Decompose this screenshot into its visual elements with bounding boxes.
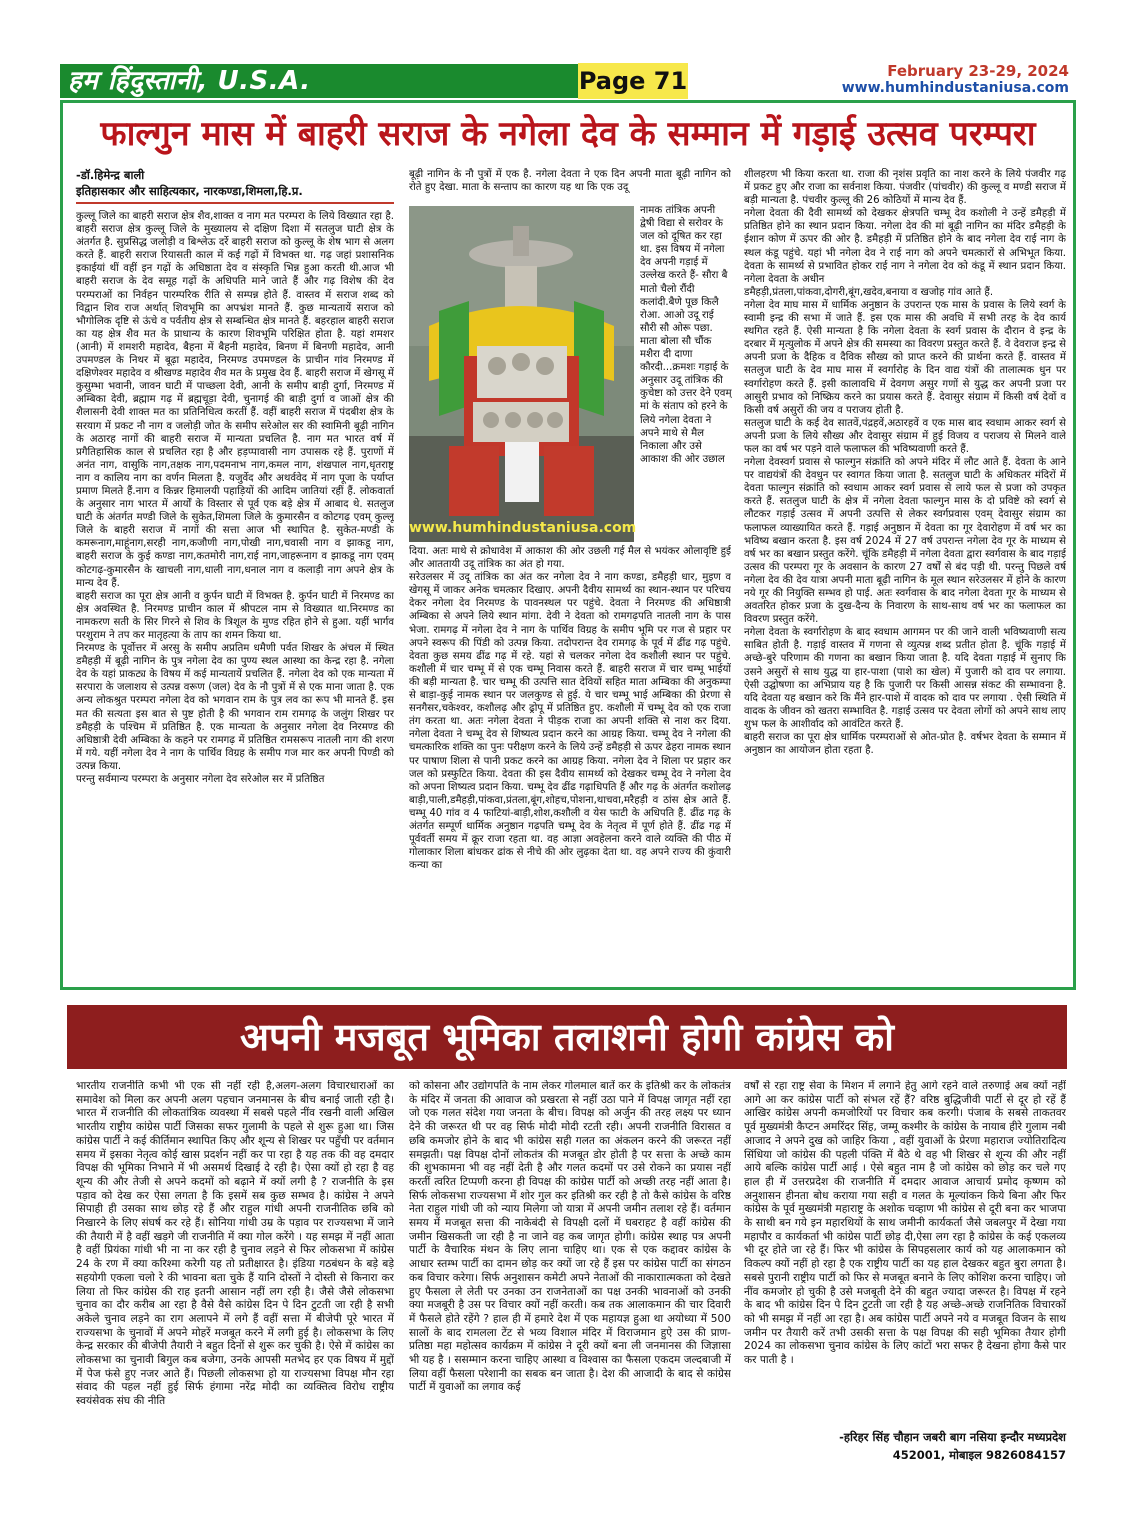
article-column-1: कुल्लू जिले का बाहरी सराज क्षेत्र शैव,शाक्त व नाग मत परम्परा के लिये विख्यात रहा है. बाहरी सराज क्षेत्र कुल्लू जिले के मुख्यालय से दक्षिण दिशा में सतलुज घाटी क्षेत्र के अंतर्गत है. सुप्रसिद्ध जलोड़ी व बिश्लेऊ दर्रे बाहरी सराज को कुल्लू के शेष भाग से अलग करते हैं. बाहरी सराज रियासती काल में कई गढ़ों में विभक्त था. गढ़ जहां प्रशासनिक इकाईयां थीं वहीं इन गढ़ों के अधिष्ठाता देव व संस्कृति भिन्न हुआ करती थी.आज भी बाहरी सराज के देव समूह गढ़ों के अधिपति माने जाते हैं और गढ़ विशेष की देव परम्पराओं का निर्वहन पारम्परिक रीति से सम्पन्न होते हैं. वास्तव में सराज शब्द को विद्वान शिव राज अर्थात् शिवभूमि का अपभ्रंश मानते हैं. कुछ मान्यतायें सराज को भौगोलिक दृष्टि से ऊंचे व पर्वतीय क्षेत्र से सम्बन्धित क्षेत्र मानते हैं. बहरहाल बाहरी सराज का यह क्षेत्र शैव मत के प्राधान्य के कारण शिवभूमि परिक्षित होता है. यहां शमशर (आनी) में शमशरी महादेव, बैहना में बैहनी महादेव, बिनण में बिनणी महादेव, आनी उपमण्डल के निथर में बूढ़ा महादेव, निरमण्ड उपमण्डल के प्राचीन गांव निरमण्ड में दक्षिणेश्वर महादेव व श्रीखण्ड महादेव शैव मत के प्रमुख देव हैं. बाहरी सराज में खेगसू में कुसुम्भा भवानी, जावन घाटी में पाच्छला देवी, आनी के समीप बाड़ी दुर्गा, निरमण्ड में अम्बिका देवी, ब्रह्माम गढ़ में ब्रह्मचूड़ा देवी, चुनागई की बाड़ी दुर्गा व जाओं क्षेत्र की शैलासनी देवी शाक्त मत का प्रतिनिधित्व करतीं हैं. वहीं बाहरी सराज में पंदबीश क्षेत्र के सरयाग में प्रकट नौ नाग व जलोड़ी जोत के समीप सरेओल सर की स्वामिनी बूढ़ी नागिन के अठारह नागों की बाहरी सराज में मान्यता प्रचलित है. नाग मत भारत वर्ष में प्रगैतिहासिक काल से प्रचलित रहा है और हड़प्पावासी नाग उपासक रहे हैं. पुराणों में अनंत नाग, वासुकि नाग,तक्षक नाग,पदमनाभ नाग,कमल नाग, शंखपाल नाग,धृतराष्ट्र नाग व कालिय नाग का वर्णन मिलता है. यजुर्वेद और अथर्ववेद में नाग पूजा के पर्याप्त प्रमाण मिलते हैं.नाग व किन्नर हिमालयी पहाड़ियों की आदिम जातियां रहीं हैं. लोकवार्ता के अनुसार नाग भारत में आर्यों के विस्तार से पूर्व एक बड़े क्षेत्र में आबाद थे. सतलुज घाटी के अंतर्गत मण्डी जिले के सुकेत,शिमला जिले के कुमारसैन व कोटगढ़ एवम् कुल्लू जिले के बाहरी सराज में नागों की सत्ता आज भी स्थापित है. सुकेत-मण्डी के कमरूनाग,माहूंनाग,सरही नाग,कजौणी नाग,पोखी नाग,चवासी नाग व झाकडू नाग, बाहरी सराज के कुई कण्डा नाग,कतमोरी नाग,राई नाग,जाहरूनाग व झाकडू नाग एवम् कोटगढ़-कुमारसैन के खाचली नाग,धाली नाग,धनाल नाग व कलाड़ी नाग अपने क्षेत्र के मान्य देव हैं. बाहरी सराज का पूरा क्षेत्र आनी व कुर्पन घाटी में विभक्त है. कुर्पन घाटी में निरमण्ड का क्षेत्र अवस्थित है. निरमण्ड प्राचीन काल में श्रीपटल नाम से विख्यात था.निरमण्ड का नामकरण सती के सिर गिरने से शिव के त्रिशूल के मुण्ड रहित होने से हुआ. यहीं भार्गव परशुराम ने तप कर मातृहत्या के ताप का शमन किया था. निरमण्ड के पूर्वोत्तर में अरसु के समीप अप्रतिम धमैणी पर्वत शिखर के अंचल में स्थित डमैहड़ी में बूढ़ी नागिन के पुत्र नगेला देव का पुण्य स्थल आस्था का केन्द्र रहा है. नगेला देव के यहां प्राकट्य के विषय में कई मान्यतायें प्रचलित हैं. नगेला देव को एक मान्यता में सरपारा के जलाशय से उत्पन्न वरूण (जल) देव के नौ पुत्रों में से एक माना जाता है. एक अन्य लोकश्रुत परम्परा नगेला देव को भगवान राम के पुत्र लव का रूप भी मानते हैं. इस मत की सत्यता इस बात से पुष्ट होती है की भगवान राम रामगढ़ के जलुंग शिखर पर डमैहड़ी के पश्चिम में प्रतिष्ठित है. एक मान्यता के अनुसार नगेला देव निरमण्ड की अधिष्ठात्री देवी अम्बिका के कहने पर रामगढ़ में प्रतिष्ठित रामसरूप नातली नाग की शरण में गये. यहीं नगेला देव ने नाग के पार्थिव विग्रह के समीप गज मार कर अपनी पिण्डी को उत्पन्न किया. परन्तु सर्वमान्य परम्परा के अनुसार नगेला देव सरेओल सर में प्रतिष्ठित (76, 211, 394, 786)
author-contact: 452001, मोबाइल 9826084157 (892, 1448, 1066, 1462)
page-number: Page 71 (578, 63, 688, 99)
photo-caption: www.humhindustaniusa.com (409, 520, 637, 536)
author-description: इतिहासकार और साहित्यकार, नारकण्डा,शिमला,हि.प्र. (76, 184, 303, 198)
article-column-3: शीलहरण भी किया करता था. राजा की नृशंस प्रवृति का नाश करने के लिये पंजवीर गढ़ में प्रकट हुए और राजा का सर्वनाश किया. पंजवीर (पांचवीर) की कुल्लू व मण्डी सराज में बड़ी मान्यता है. पंचवीर कुल्लू की 26 कोठियों में मान्य देव हैं. नगेला देवता की दैवी सामर्थ्य को देखकर क्षेत्रपति चम्भू देव कशोली ने उन्हें डमैहड़ी में प्रतिष्ठित होने का स्थान प्रदान किया. नगेला देव की मां बूढ़ी नागिन का मंदिर डमैहड़ी के ईशान कोण में ऊपर की ओर है. डमैहड़ी में प्रतिष्ठित होने के बाद नगेला देव राई नाग के स्थल कंडू पहुंचे. यहां भी नगेला देव ने राई नाग को अपने चमत्कारों से अभिभूत किया. देवता के सामर्थ्य से प्रभावित होकर राई नाग ने नगेला देव को कंडू में स्थान प्रदान किया. नगेला देवता के अधीन डमैहड़ी,प्रंतला,पांकवा,दोगरी,बूंग,खदेव,बनाया व खजोह गांव आते हैं. नगेला देव माघ मास में धार्मिक अनुष्ठान के उपरान्त एक मास के प्रवास के लिये स्वर्ग के स्वामी इन्द्र की सभा में जाते हैं. इस एक मास की अवधि में सभी तरह के देव कार्य स्थगित रहते हैं. ऐसी मान्यता है कि नगेला देवता के स्वर्ग प्रवास के दौरान वे इन्द्र के दरबार में मृत्युलोक में अपने क्षेत्र की समस्या का विवरण प्रस्तुत करते हैं. वे देवराज इन्द्र से अपनी प्रजा के दैहिक व दैविक सौख्य को प्राप्त करने की प्रार्थना करते हैं. वास्तव में सतलुज घाटी के देव माघ मास में स्वर्गारोह के दिन वाद्य यंत्रों की तालात्मक धुन पर स्वर्गारोहण करते हैं. इसी कालावधि में देवगण असुर गणों से युद्ध कर अपनी प्रजा पर आसुरी प्रभाव को निष्क्रिय करने का प्रयास करते हैं. देवासुर संग्राम में किसी वर्ष देवों व किसी वर्ष असुरों की जय व पराजय होती है. सतलुज घाटी के कई देव सातवें,पंद्रहवें,अठारहवें व एक मास बाद स्वधाम आकर स्वर्ग से अपनी प्रजा के लिये सौख्य और देवासुर संग्राम में हुई विजय व पराजय से मिलने वाले फल का वर्ष भर पड़ने वाले फलाफल की भविष्यवाणी करते हैं. नगेला देवस्वर्ग प्रवास से फाल्गुन संक्रांति को अपने मंदिर में लौट आते हैं. देवता के आने पर वाद्ययंत्रों की देवधुन पर स्वागत किया जाता है. सतलुज घाटी के अधिकतर मंदिरों में देवता फाल्गुन संक्रांति को स्वधाम आकर स्वर्ग प्रवास से लाये फल से प्रजा को उपकृत करते हैं. सतलुज घाटी के क्षेत्र में नगेला देवता फाल्गुन मास के दो प्रविष्टे को स्वर्ग से लौटकर गड़ाई उत्सव में अपनी उत्पत्ति से लेकर स्वर्गप्रवास एवम् देवासुर संग्राम का फलाफल व्याख्यायित करते हैं. गड़ाई अनुष्ठान में देवता का गूर देवारोहण में वर्ष भर का भविष्य बखान करता है. इस वर्ष 2024 में 27 वर्ष उपरान्त नगेला देव गूर के माध्यम से वर्ष भर का बखान प्रस्तुत करेंगे. चूंकि डमैहड़ी में नगेला देवता द्वारा स्वर्गवास के बाद गड़ाई उत्सव की परम्परा गूर के अवसान के कारण 27 वर्षों से बंद पड़ी थी. परन्तु पिछले वर्ष नगेला देव की देव यात्रा अपनी माता बूढ़ी नागिन के मूल स्थान सरेउलसर में होने के कारण नये गूर की नियुक्ति सम्भव हो पाई. अतः स्वर्गवास के बाद नगेला देवता गूर के माध्यम से अवतरित होकर प्रजा के दुख-दैन्य के निवारण के साथ-साथ वर्ष भर का फलाफल का विवरण प्रस्तुत करेंगे. नगेला देवता के स्वर्गारोहण के बाद स्वधाम आगमन पर की जाने वाली भविष्यवाणी सत्य साबित होती है. गड़ाई वास्तव में गणना से व्युत्पन्न शब्द प्रतीत होता है. चूंकि गड़ाई में अच्छे-बुरे परिणाम की गणना का बखान किया जाता है. यदि देवता गड़ाई में सुनाए कि उसने असुरों से साथ युद्ध या हार-पाशा (पाशे का खेल) में पुजारी को दाव पर लगाया. ऐसी उद्घोषणा का अभिप्राय यह है कि पुजारी पर किसी आसन्न संकट की सम्भावना है. यदि देवता यह बखान करे कि मैंने हार-पाशे में वादक को दाव पर लगाया . ऐसी स्थिति में वादक के जीवन को खतरा सम्भावित है. गड़ाई उत्सव पर देवता लोगों को अपने साथ लाए शुभ फल के आशीर्वाद को आवंटित करते हैं. बाहरी सराज का पूरा क्षेत्र धार्मिक परम्पराओं से ओत-प्रोत है. वर्षभर देवता के सम्मान में अनुष्ठान का आयोजन होता रहता है. (744, 169, 1066, 757)
article-column-2-top: बूढ़ी नागिन के नौ पुत्रों में एक है. नगेला देवता ने एक दिन अपनी माता बूढ़ी नागिन को रोते हुए देखा. माता के सन्ताप का कारण यह था कि एक उदू (409, 169, 731, 194)
deity-photo (409, 206, 637, 542)
article-headline: अपनी मजबूत भूमिका तलाशनी होगी कांग्रेस को (240, 1015, 894, 1059)
author-signature: -हरिहर सिंह चौहान जबरी बाग नसिया इन्दौर मध्यप्रदेश (839, 1430, 1066, 1444)
article-column-2: को कोसना और उद्योगपति के नाम लेकर गोलमाल बातें कर के इतिश्री कर के लोकतंत्र के मंदिर में जनता की आवाज को प्रखरता से नहीं उठा पाने में विपक्ष जागृत नहीं रहा जो एक गलत संदेश गया जनता के बीच। विपक्ष को अर्जुन की तरह लक्ष्य पर ध्यान देने की जरूरत थी पर वह सिर्फ मोदी मोदी रटती रही। अपनी राजनीति विरासत व छबि कमजोर होने के बाद भी कांग्रेस सही गलत का अंकलन करने की जरूरत नहीं समझती। पक्ष विपक्ष दोनों लोकतंत्र की मजबूत डोर होती है पर सत्ता के अच्छे काम की शुभकामना भी वह नहीं देती है और गलत कदमों पर उसे रोकने का प्रयास नहीं करतीं त्वरित टिप्पणी करना ही विपक्ष की कांग्रेस पार्टी को अच्छी तरह नहीं आता है। सिर्फ लोकसभा राज्यसभा में शोर गुल कर इतिश्री कर रही है तो कैसे कांग्रेस के वरिष्ठ नेता राहुल गांधी जी को न्याय मिलेगा जो यात्रा में अपनी जमीन तलाश रहे हैं। वर्तमान समय में मजबूत सत्ता की नाकेबंदी से विपक्षी दलों में घबराहट है वहीं कांग्रेस की जमीन खिसकती जा रही है ना जाने वह कब जागृत होगी। कांग्रेस स्थाह पत्र अपनी पार्टी के वैचारिक मंथन के लिए लाना चाहिए था। एक से एक कद्दावर कांग्रेस के आधार स्तम्भ पार्टी का दामन छोड़ कर क्यों जा रहे हैं इस पर कांग्रेस पार्टी का संगठन कब विचार करेगा। सिर्फ अनुशासन कमेटी अपने नेताओं की नाकाराात्मकता को देखते हुए फैसला ले लेती पर उनका उन राजनेताओं का पक्ष उनकी भावनाओं को उनकी क्या मजबूरी है उस पर विचार क्यों नहीं करती। कब तक आलाकमान की चार दिवारी में फैसले होते रहेंगे ? हाल ही में हमारे देश में एक महायज्ञ हुआ था अयोध्या में 500 सालों के बाद रामलला टेंट से भव्य विशाल मंदिर में विराजमान हुऐ उस की प्राण-प्रतिष्ठा महा महोत्सव कार्यक्रम में कांग्रेस ने दूरी क्यों बना ली जनमानस की जिज्ञासा भी यह है । ससम्मान करना चाहिए आस्था व विश्वास का फैसला एकदम जल्दबाजी में लिया वहीं फैसला परेशानी का सबक बन जाता है। देश की आजादी के बाद से कांग्रेस पार्टी में युवाओं का लगाव कई (409, 1080, 731, 1394)
article-column-2-bottom: दिया. अतः माथे से क्रोधावेश में आकाश की ओर उछली गई मैल से भयंकर ओलावृष्टि हुई और आततायी उदू तांत्रिक का अंत हो गया. सरेउलसर में उदू तांत्रिक का अंत कर नगेला देव ने नाग कण्डा, डमैहड़ी धार, मुइण व खेगसू में जाकर अनेक चमत्कार दिखाए. अपनी दैवीय सामर्थ्य का स्थान-स्थान पर परिचय देकर नगेला देव निरमण्ड के पावनस्थल पर पहुंचे. देवता ने निरमण्ड की अधिष्ठात्री अम्बिका से अपने लिये स्थान मांगा. देवी ने देवता को रामगढ़पति नातली नाग के पास भेजा. रामगढ़ में नगेला देव ने नाग के पार्थिव विग्रह के समीप भूमि पर गज से प्रहार पर अपने स्वरूप की पिंडी को उत्पन्न किया. तदोपरान्त देव रामगढ़ के पूर्व में ढींढ गढ़ पहुंचे. देवता कुछ समय ढींढ गढ़ में रहे. यहां से चलकर नगेला देव कशौली स्थान पर पहुंचे. कशौली में चार चम्भू में से एक चम्भू निवास करते हैं. बाहरी सराज में चार चम्भू भाईयों की बड़ी मान्यता है. चार चम्भू की उत्पत्ति सात देवियों सहित माता अम्बिका की अनुकम्पा से बाड़ा-कुई नामक स्थान पर जलकुण्ड से हुई. ये चार चम्भू भाई अम्बिका की प्रेरणा से सनगैसर,चकेश्वर, कशौलढ़ और ढ्रोपू में प्रतिष्ठित हुए. कशौली में चम्भू देव को एक राजा तंग करता था. अतः नगेला देवता ने पीड़क राजा का अपनी शक्ति से नाश कर दिया. नगेला देवता ने चम्भू देव से शिष्यत्व प्रदान करने का आग्रह किया. चम्भू देव ने नगेला की चमत्कारिक शक्ति का पुनः परीक्षण करने के लिये उन्हें डमैहड़ी से ऊपर ढेहरा नामक स्थान पर पाषाण शिला से पानी प्रकट करने का आग्रह किया. नगेला देव ने शिला पर प्रहार कर जल को प्रस्फुटित किया. देवता की इस दैवीय सामर्थ्य को देखकर चम्भू देव ने नगेला देव को अपना शिष्यत्व प्रदान किया. चम्भू देव ढींढ गढ़ाधिपति हैं और गढ़ के अंतर्गत कशोलढ़ बाड़ी,पाली,डमैहड़ी,पांकवा,प्रंतला,बूंग,शोहच,पोशना,थाचवा,मरैहड़ी व ठांस क्षेत्र आते हैं. चम्भू 40 गांव व 4 फाटियां-बाड़ी,शोश,कशौली व येस फाटी के अधिपति हैं. ढींढ गढ़ के अंतर्गत सम्पूर्ण धार्मिक अनुष्ठान गढ़पति चम्भू देव के नेतृत्व में पूर्ण होते हैं. ढींढ गढ़ में पूर्ववर्ती समय में क्रूर राजा रहता था. वह आज्ञा अवहेलना करने वाले व्यक्ति की पीठ में गोलाकार शिला बांधकर ढांक से नीचे की ओर लुढ़का देता था. वह अपने राज्य की कुंवारी कन्या का (409, 546, 731, 872)
article-headline: फाल्गुन मास में बाहरी सराज के नगेला देव के सम्मान में गड़ाई उत्सव परम्परा (100, 114, 1036, 154)
article-column-3: वर्षों से रहा राष्ट्र सेवा के मिशन में लगाने हेतु आगे रहने वाले तरुणाई अब क्यों नहीं आगे आ कर कांग्रेस पार्टी को संभल रहें हैं? वरिष्ठ बुद्धिजीवी पार्टी से दूर हो रहें हैं आखिर कांग्रेस अपनी कमजोरियों पर विचार कब करगी। पंजाब के सबसे ताकतवर पूर्व मुख्यमंत्री कैप्टन अमरिंदर सिंह, जम्मू कश्मीर के कांग्रेस के नायाब हीरे गुलाम नबी आजाद ने अपने दुख को जाहिर किया , वहीं युवाओं के प्रेरणा महाराज ज्योतिरादित्य सिंधिया जो कांग्रेस की पहली पंक्ति में बैठे थे वह भी शिखर से शून्य की और नहीं आये बल्कि कांग्रेस पार्टी आई । ऐसे बहुत नाम है जो कांग्रेस को छोड़ कर चले गए हाल ही में उत्तरप्रदेश की राजनीति में दमदार आवाज आचार्य प्रमोद कृष्णम को अनुशासन हीनता बोध कराया गया सही व गलत के मूल्यांकन किये बिना और फिर कांग्रेस के पूर्व मुख्यमंत्री महाराष्ट्र के अशोक चव्हाण भी कांग्रेस से दूरी बना कर भाजपा के साथी बन गये इन महारथियों के साथ जमीनी कार्यकर्ता जैसे जबलपुर में देखा गया महापौर व कार्यकर्ता भी कांग्रेस पार्टी छोड़ दी,ऐसा लग रहा है कांग्रेस के कई एकलव्य भी दूर होते जा रहे हैं। फिर भी कांग्रेस के सिपहसलार कार्य को यह आलाकमान को विकल्प क्यों नहीं हो रहा है एक राष्ट्रीय पार्टी का यह हाल देखकर बहुत बुरा लगता है। सबसे पुरानी राष्ट्रीय पार्टी को फिर से मजबूत बनाने के लिए कोशिश करना चाहिए। जो नींव कमजोर हो चुकी है उसे मजबूती देने की बहुत ज्यादा जरूरत है। विपक्ष में रहने के बाद भी कांग्रेस दिन पे दिन टुटती जा रही है यह अच्छे-अच्छे राजनितिक विचारकों को भी समझ में नहीं आ रहा है। अब कांग्रेस पार्टी अपने नये व मजबूत विजन के साथ जमीन पर तैयारी करें तभी उसकी सत्ता के पक्ष विपक्ष की सही भूमिका तैयार होगी 2024 का लोकसभा चुनाव कांग्रेस के लिए कांटों भरा सफर है देखना होगा कैसे पार कर पाती है । (744, 1080, 1066, 1367)
author-name: -डॉ.हिमेन्द्र बाली (76, 168, 145, 182)
masthead-logo: हम हिंदुस्तानी, U.S.A. (68, 66, 311, 96)
author-divider (76, 202, 394, 204)
website-url: www.humhindustaniusa.com (841, 80, 1069, 96)
issue-date: February 23-29, 2024 (887, 62, 1069, 80)
article-column-2-side: नामक तांत्रिक अपनी द्वेषी विद्या से सरोवर के जल को दूषित कर रहा था. इस विषय में नगेला देव अपनी गड़ाई में उल्लेख करते हैं- सौरा बै मातो चैलो रौंदी कलांदी.बैणे पूछ किलै रोआ. आओ उदू राई सौरी सौ ओरू पछा. माता बोला सौ चौंक मशैरा दी दाणा कौरदी...क्रमशः गड़ाई के अनुसार उदू तांत्रिक की कुचेष्टा को उत्तर देने एवम् मां के संताप को हरने के लिये नगेला देवता ने अपने माथे से मैल निकाला और उसे आकाश की ओर उछाल (640, 205, 732, 465)
article-column-1: भारतीय राजनीति कभी भी एक सी नहीं रही है,अलग-अलग विचारधाराओं का समावेश को मिला कर अपनी अलग पहचान जनमानस के बीच बनाई जाती रही है। भारत में राजनीति की लोकतांत्रिक व्यवस्था में सबसे पहले नींव रखनी वाली अखिल भारतीय राष्ट्रीय कांग्रेस पार्टी जिसका सफर गुलामी के पहले से शुरू हुआ था। जिस कांग्रेस पार्टी ने कई कीर्तिमान स्थापित किए और शून्य से शिखर पर पहुँची पर वर्तमान समय में इसका नेतृत्व कोई खास प्रदर्शन नहीं कर पा रहा है यह तक की वह दमदार विपक्ष की भूमिका निभाने में भी असमर्थ दिखाई दे रही है। ऐसा क्यों हो रहा है वह शून्य की और तेजी से अपने कदमों को बढ़ाने में क्यों लगी है ? राजनीति के इस पड़ाव को देख कर ऐसा लगता है कि इसमें सब कुछ सम्भव है। कांग्रेस ने अपने सिपाही ही उसका साथ छोड़ रहे हैं और राहुल गांधी अपनी राजनीतिक छबि को निखारने के लिए संघर्ष कर रहे हैं। सोनिया गांधी उम्र के पड़ाव पर राज्यसभा में जाने की तैयारी में है वहीं खड़गे जी राजनीति में क्या गोल करेंगे । यह समझ में नहीं आता है वहीं प्रियंका गांधी भी ना ना कर रही है चुनाव लड़ने से फिर लोकसभा में कांग्रेस 24 के रण में क्या करिश्मा करेगी यह तो प्रतीक्षारत है। इंडिया गठबंधन के बड़े बड़े सहयोगी एकला चलो रे की भावना बता चुके हैं यानि दोस्तों ने दोस्ती से किनारा कर लिया तो फिर कांग्रेस की राह इतनी आसान नहीं लग रही है। जैसे जैसे लोकसभा चुनाव का दौर करीब आ रहा है वैसे वैसे कांग्रेस दिन पे दिन टुटती जा रही है सभी अकेले चुनाव लड़ने का राग अलापने में लगे हैं वहीं सत्ता में बीजेपी पूरे भारत में राज्यसभा के चुनावों में अपने मोहरें मजबूत करने में लगी हुई है। लोकसभा के लिए केन्द्र सरकार की बीजेपी तैयारी ने बहुत दिनों से शुरू कर चुकी है। ऐसे में कांग्रेस का लोकसभा का चुनावी बिगुल कब बजेगा, उनके आपसी मतभेद हर एक विषय में मुद्दों में पेज फंसे हुए नजर आते हैं। पिछली लोकसभा हो या राज्यसभा विपक्ष मौन रहा संवाद की पहल नहीं हुई सिर्फ हंगामा नरेंद्र मोदी का व्यक्तित्व विरोध राष्ट्रीय स्वयंसेवक संघ की नीति (76, 1080, 394, 1408)
deity-illustration (409, 206, 637, 542)
